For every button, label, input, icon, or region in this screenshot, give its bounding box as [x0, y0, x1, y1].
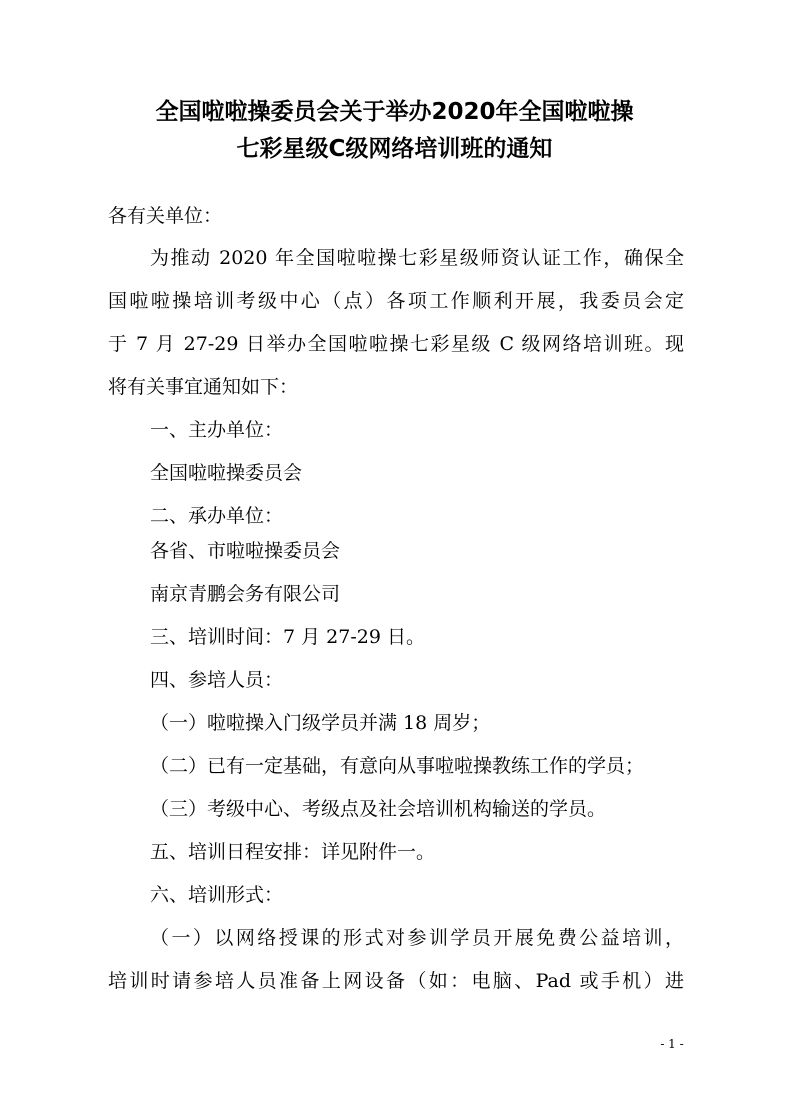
- salutation: 各有关单位：: [108, 205, 223, 227]
- page-number: - 1 -: [660, 1037, 684, 1051]
- section-6-item-1-line-2: 培训时请参培人员准备上网设备（如：电脑、Pad 或手机）进: [108, 970, 684, 992]
- section-6-item-1-line-1: （一）以网络授课的形式对参训学员开展免费公益培训，: [150, 927, 684, 949]
- section-3: 三、培训时间：7 月 27-29 日。: [150, 626, 425, 648]
- document-title-line-2: 七彩星级C级网络培训班的通知: [236, 136, 553, 162]
- section-2-heading: 二、承办单位：: [150, 505, 284, 527]
- section-6-heading: 六、培训形式：: [150, 884, 284, 906]
- document-title-line-1: 全国啦啦操委员会关于举办2020年全国啦啦操: [155, 99, 634, 125]
- intro-line-3: 于 7 月 27-29 日举办全国啦啦操七彩星级 C 级网络培训班。现: [108, 333, 684, 355]
- intro-line-1: 为推动 2020 年全国啦啦操七彩星级师资认证工作，确保全: [150, 247, 684, 269]
- section-4-heading: 四、参培人员：: [150, 669, 284, 691]
- intro-line-4: 将有关事宜通知如下：: [108, 376, 299, 398]
- section-1-body: 全国啦啦操委员会: [150, 462, 303, 484]
- section-2-body-2: 南京青鹏会务有限公司: [150, 583, 341, 605]
- section-2-body-1: 各省、市啦啦操委员会: [150, 540, 341, 562]
- section-4-item-1: （一）啦啦操入门级学员并满 18 周岁；: [150, 712, 491, 734]
- intro-line-2: 国啦啦操培训考级中心（点）各项工作顺利开展，我委员会定: [108, 290, 684, 312]
- section-4-item-2: （二）已有一定基础，有意向从事啦啦操教练工作的学员；: [150, 755, 645, 777]
- section-1-heading: 一、主办单位：: [150, 419, 284, 441]
- section-4-item-3: （三）考级中心、考级点及社会培训机构输送的学员。: [150, 798, 607, 820]
- section-5: 五、培训日程安排：详见附件一。: [150, 841, 436, 863]
